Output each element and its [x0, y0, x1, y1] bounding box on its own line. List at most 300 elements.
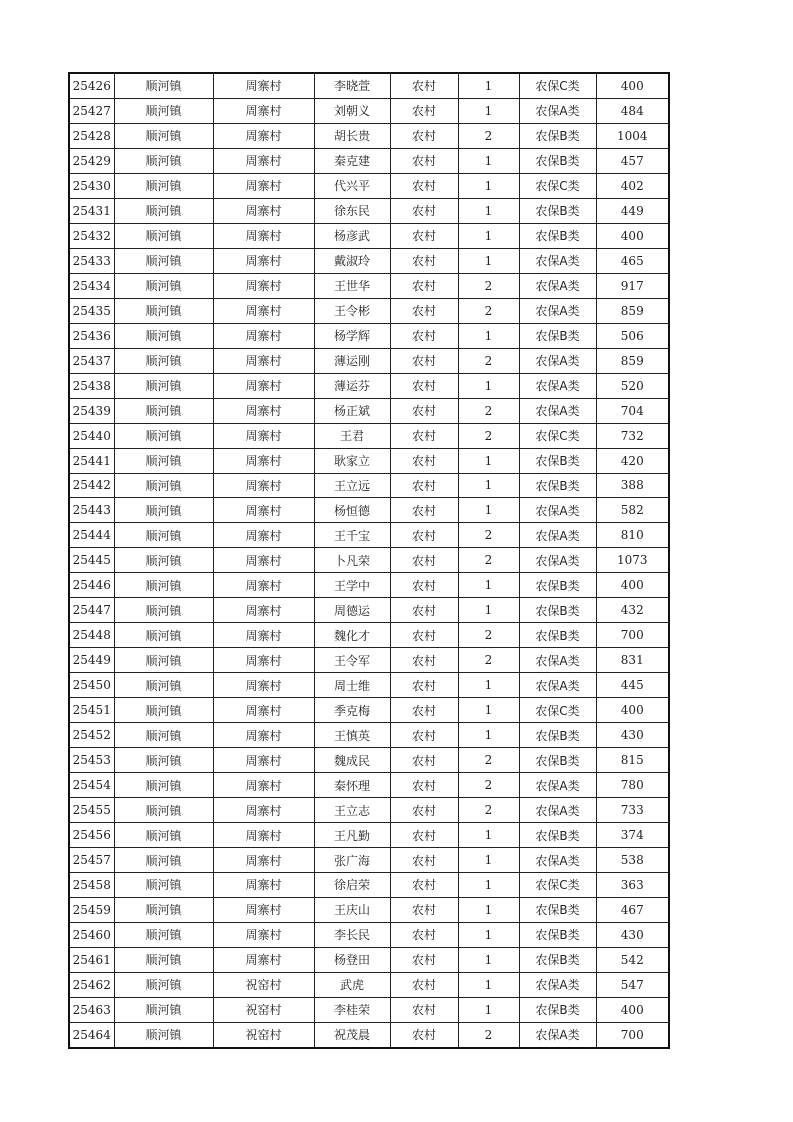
village-cell: 周寨村: [213, 198, 314, 223]
insurance-category-cell: 农保A类: [519, 98, 596, 123]
amount-cell: 917: [596, 273, 669, 298]
table-row: [69, 873, 669, 898]
amount-cell: 400: [596, 997, 669, 1022]
household-type-cell: 农村: [390, 598, 458, 623]
household-type-cell: 农村: [390, 922, 458, 947]
table-row: [69, 123, 669, 148]
amount-cell: 859: [596, 348, 669, 373]
amount-cell: 732: [596, 423, 669, 448]
member-count-cell: 1: [458, 598, 519, 623]
member-count-cell: 2: [458, 273, 519, 298]
member-count-cell: 2: [458, 398, 519, 423]
table-row: [69, 373, 669, 398]
insurance-category-cell: 农保B类: [519, 947, 596, 972]
amount-cell: 831: [596, 648, 669, 673]
amount-cell: 810: [596, 523, 669, 548]
insurance-category-cell: 农保A类: [519, 348, 596, 373]
record-id-cell: 25448: [69, 623, 114, 648]
insurance-category-cell: 农保A类: [519, 648, 596, 673]
insurance-category-cell: 农保A类: [519, 273, 596, 298]
village-cell: 周寨村: [213, 573, 314, 598]
village-cell: 祝窑村: [213, 972, 314, 997]
town-cell: 顺河镇: [114, 748, 213, 773]
town-cell: 顺河镇: [114, 598, 213, 623]
member-count-cell: 1: [458, 323, 519, 348]
town-cell: 顺河镇: [114, 473, 213, 498]
amount-cell: 780: [596, 773, 669, 798]
amount-cell: 430: [596, 922, 669, 947]
member-count-cell: 2: [458, 798, 519, 823]
town-cell: 顺河镇: [114, 148, 213, 173]
insurance-category-cell: 农保A类: [519, 972, 596, 997]
insurance-category-cell: 农保B类: [519, 473, 596, 498]
insurance-category-cell: 农保C类: [519, 73, 596, 98]
record-id-cell: 25463: [69, 997, 114, 1022]
town-cell: 顺河镇: [114, 373, 213, 398]
town-cell: 顺河镇: [114, 723, 213, 748]
village-cell: 祝窑村: [213, 997, 314, 1022]
table-row: [69, 698, 669, 723]
household-type-cell: 农村: [390, 323, 458, 348]
insurance-category-cell: 农保C类: [519, 173, 596, 198]
town-cell: 顺河镇: [114, 423, 213, 448]
village-cell: 周寨村: [213, 523, 314, 548]
town-cell: 顺河镇: [114, 298, 213, 323]
village-cell: 祝窑村: [213, 1022, 314, 1047]
record-id-cell: 25445: [69, 548, 114, 573]
village-cell: 周寨村: [213, 73, 314, 98]
amount-cell: 547: [596, 972, 669, 997]
town-cell: 顺河镇: [114, 1022, 213, 1047]
member-count-cell: 2: [458, 748, 519, 773]
insurance-category-cell: 农保C类: [519, 423, 596, 448]
village-cell: 周寨村: [213, 248, 314, 273]
person-name-cell: 戴淑玲: [314, 248, 390, 273]
table-row: [69, 1022, 669, 1047]
household-type-cell: 农村: [390, 698, 458, 723]
village-cell: 周寨村: [213, 223, 314, 248]
member-count-cell: 1: [458, 248, 519, 273]
town-cell: 顺河镇: [114, 947, 213, 972]
person-name-cell: 卜凡荣: [314, 548, 390, 573]
village-cell: 周寨村: [213, 173, 314, 198]
insurance-category-cell: 农保A类: [519, 848, 596, 873]
town-cell: 顺河镇: [114, 73, 213, 98]
member-count-cell: 1: [458, 823, 519, 848]
amount-cell: 420: [596, 448, 669, 473]
member-count-cell: 1: [458, 848, 519, 873]
person-name-cell: 王世华: [314, 273, 390, 298]
record-id-cell: 25433: [69, 248, 114, 273]
town-cell: 顺河镇: [114, 398, 213, 423]
record-id-cell: 25434: [69, 273, 114, 298]
table-row: [69, 148, 669, 173]
member-count-cell: 2: [458, 523, 519, 548]
household-type-cell: 农村: [390, 248, 458, 273]
insurance-category-cell: 农保B类: [519, 723, 596, 748]
person-name-cell: 杨彦武: [314, 223, 390, 248]
insurance-category-cell: 农保A类: [519, 498, 596, 523]
village-cell: 周寨村: [213, 673, 314, 698]
person-name-cell: 季克梅: [314, 698, 390, 723]
household-type-cell: 农村: [390, 573, 458, 598]
table-row: [69, 623, 669, 648]
amount-cell: 374: [596, 823, 669, 848]
household-type-cell: 农村: [390, 73, 458, 98]
village-cell: 周寨村: [213, 148, 314, 173]
record-id-cell: 25432: [69, 223, 114, 248]
member-count-cell: 2: [458, 1022, 519, 1047]
household-type-cell: 农村: [390, 348, 458, 373]
record-id-cell: 25428: [69, 123, 114, 148]
person-name-cell: 王凡勤: [314, 823, 390, 848]
person-name-cell: 王千宝: [314, 523, 390, 548]
table-row: [69, 198, 669, 223]
insurance-category-cell: 农保A类: [519, 673, 596, 698]
amount-cell: 430: [596, 723, 669, 748]
member-count-cell: 1: [458, 473, 519, 498]
member-count-cell: 2: [458, 298, 519, 323]
person-name-cell: 张广海: [314, 848, 390, 873]
household-type-cell: 农村: [390, 1022, 458, 1047]
table-row: [69, 423, 669, 448]
person-name-cell: 武虎: [314, 972, 390, 997]
household-type-cell: 农村: [390, 523, 458, 548]
person-name-cell: 李长民: [314, 922, 390, 947]
town-cell: 顺河镇: [114, 248, 213, 273]
amount-cell: 538: [596, 848, 669, 873]
record-id-cell: 25462: [69, 972, 114, 997]
amount-cell: 432: [596, 598, 669, 623]
record-id-cell: 25457: [69, 848, 114, 873]
town-cell: 顺河镇: [114, 623, 213, 648]
town-cell: 顺河镇: [114, 848, 213, 873]
member-count-cell: 1: [458, 173, 519, 198]
amount-cell: 1004: [596, 123, 669, 148]
amount-cell: 704: [596, 398, 669, 423]
insurance-category-cell: 农保A类: [519, 373, 596, 398]
table-row: [69, 773, 669, 798]
household-type-cell: 农村: [390, 623, 458, 648]
record-id-cell: 25449: [69, 648, 114, 673]
record-id-cell: 25438: [69, 373, 114, 398]
person-name-cell: 代兴平: [314, 173, 390, 198]
person-name-cell: 王令军: [314, 648, 390, 673]
village-cell: 周寨村: [213, 723, 314, 748]
member-count-cell: 1: [458, 223, 519, 248]
village-cell: 周寨村: [213, 398, 314, 423]
insurance-category-cell: 农保B类: [519, 897, 596, 922]
household-type-cell: 农村: [390, 498, 458, 523]
person-name-cell: 祝茂晨: [314, 1022, 390, 1047]
amount-cell: 400: [596, 73, 669, 98]
record-id-cell: 25426: [69, 73, 114, 98]
record-id-cell: 25459: [69, 897, 114, 922]
insurance-category-cell: 农保A类: [519, 248, 596, 273]
amount-cell: 815: [596, 748, 669, 773]
town-cell: 顺河镇: [114, 448, 213, 473]
village-cell: 周寨村: [213, 448, 314, 473]
record-id-cell: 25443: [69, 498, 114, 523]
member-count-cell: 1: [458, 673, 519, 698]
table-row: [69, 748, 669, 773]
town-cell: 顺河镇: [114, 648, 213, 673]
person-name-cell: 薄运芬: [314, 373, 390, 398]
amount-cell: 506: [596, 323, 669, 348]
table-row: [69, 323, 669, 348]
person-name-cell: 胡长贵: [314, 123, 390, 148]
town-cell: 顺河镇: [114, 673, 213, 698]
insurance-category-cell: 农保B类: [519, 448, 596, 473]
village-cell: 周寨村: [213, 848, 314, 873]
table-row: [69, 848, 669, 873]
village-cell: 周寨村: [213, 773, 314, 798]
village-cell: 周寨村: [213, 623, 314, 648]
household-type-cell: 农村: [390, 823, 458, 848]
member-count-cell: 2: [458, 773, 519, 798]
household-type-cell: 农村: [390, 198, 458, 223]
record-id-cell: 25455: [69, 798, 114, 823]
insurance-category-cell: 农保A类: [519, 548, 596, 573]
person-name-cell: 周士维: [314, 673, 390, 698]
household-type-cell: 农村: [390, 273, 458, 298]
household-type-cell: 农村: [390, 972, 458, 997]
person-name-cell: 周德运: [314, 598, 390, 623]
record-id-cell: 25451: [69, 698, 114, 723]
insurance-category-cell: 农保C类: [519, 873, 596, 898]
insurance-category-cell: 农保B类: [519, 323, 596, 348]
amount-cell: 467: [596, 897, 669, 922]
person-name-cell: 李桂荣: [314, 997, 390, 1022]
person-name-cell: 杨学辉: [314, 323, 390, 348]
person-name-cell: 杨恒德: [314, 498, 390, 523]
table-row: [69, 548, 669, 573]
household-type-cell: 农村: [390, 473, 458, 498]
amount-cell: 733: [596, 798, 669, 823]
village-cell: 周寨村: [213, 498, 314, 523]
person-name-cell: 王立远: [314, 473, 390, 498]
household-type-cell: 农村: [390, 223, 458, 248]
person-name-cell: 王令彬: [314, 298, 390, 323]
member-count-cell: 1: [458, 448, 519, 473]
member-count-cell: 1: [458, 873, 519, 898]
record-id-cell: 25439: [69, 398, 114, 423]
amount-cell: 700: [596, 623, 669, 648]
town-cell: 顺河镇: [114, 348, 213, 373]
member-count-cell: 1: [458, 723, 519, 748]
household-type-cell: 农村: [390, 798, 458, 823]
amount-cell: 400: [596, 223, 669, 248]
table-row: [69, 723, 669, 748]
insurance-category-cell: 农保B类: [519, 748, 596, 773]
member-count-cell: 1: [458, 947, 519, 972]
record-id-cell: 25427: [69, 98, 114, 123]
record-id-cell: 25461: [69, 947, 114, 972]
member-count-cell: 1: [458, 698, 519, 723]
record-id-cell: 25430: [69, 173, 114, 198]
table-row: [69, 947, 669, 972]
household-type-cell: 农村: [390, 897, 458, 922]
member-count-cell: 1: [458, 573, 519, 598]
town-cell: 顺河镇: [114, 972, 213, 997]
household-type-cell: 农村: [390, 148, 458, 173]
village-cell: 周寨村: [213, 423, 314, 448]
household-type-cell: 农村: [390, 748, 458, 773]
household-type-cell: 农村: [390, 98, 458, 123]
person-name-cell: 王庆山: [314, 897, 390, 922]
record-id-cell: 25452: [69, 723, 114, 748]
town-cell: 顺河镇: [114, 523, 213, 548]
amount-cell: 363: [596, 873, 669, 898]
town-cell: 顺河镇: [114, 173, 213, 198]
table-row: [69, 798, 669, 823]
household-type-cell: 农村: [390, 298, 458, 323]
amount-cell: 582: [596, 498, 669, 523]
member-count-cell: 2: [458, 548, 519, 573]
household-type-cell: 农村: [390, 173, 458, 198]
member-count-cell: 1: [458, 897, 519, 922]
record-id-cell: 25436: [69, 323, 114, 348]
insurance-category-cell: 农保B类: [519, 823, 596, 848]
person-name-cell: 杨正斌: [314, 398, 390, 423]
member-count-cell: 2: [458, 423, 519, 448]
town-cell: 顺河镇: [114, 223, 213, 248]
member-count-cell: 1: [458, 198, 519, 223]
village-cell: 周寨村: [213, 323, 314, 348]
town-cell: 顺河镇: [114, 548, 213, 573]
person-name-cell: 徐东民: [314, 198, 390, 223]
record-id-cell: 25437: [69, 348, 114, 373]
village-cell: 周寨村: [213, 798, 314, 823]
insurance-category-cell: 农保B类: [519, 922, 596, 947]
town-cell: 顺河镇: [114, 198, 213, 223]
person-name-cell: 耿家立: [314, 448, 390, 473]
table-row: [69, 73, 669, 98]
member-count-cell: 1: [458, 922, 519, 947]
household-type-cell: 农村: [390, 723, 458, 748]
amount-cell: 859: [596, 298, 669, 323]
household-type-cell: 农村: [390, 873, 458, 898]
amount-cell: 520: [596, 373, 669, 398]
town-cell: 顺河镇: [114, 98, 213, 123]
record-id-cell: 25440: [69, 423, 114, 448]
record-id-cell: 25444: [69, 523, 114, 548]
record-id-cell: 25429: [69, 148, 114, 173]
person-name-cell: 李晓萱: [314, 73, 390, 98]
data-table: [68, 72, 670, 1049]
town-cell: 顺河镇: [114, 773, 213, 798]
table-row: [69, 922, 669, 947]
village-cell: 周寨村: [213, 748, 314, 773]
household-type-cell: 农村: [390, 373, 458, 398]
record-id-cell: 25464: [69, 1022, 114, 1047]
insurance-category-cell: 农保A类: [519, 398, 596, 423]
member-count-cell: 1: [458, 373, 519, 398]
record-id-cell: 25447: [69, 598, 114, 623]
household-type-cell: 农村: [390, 448, 458, 473]
record-id-cell: 25453: [69, 748, 114, 773]
table-body: [69, 73, 669, 1048]
town-cell: 顺河镇: [114, 873, 213, 898]
member-count-cell: 2: [458, 123, 519, 148]
insurance-category-cell: 农保A类: [519, 298, 596, 323]
household-type-cell: 农村: [390, 548, 458, 573]
person-name-cell: 秦怀理: [314, 773, 390, 798]
village-cell: 周寨村: [213, 273, 314, 298]
table-row: [69, 523, 669, 548]
village-cell: 周寨村: [213, 648, 314, 673]
amount-cell: 457: [596, 148, 669, 173]
amount-cell: 402: [596, 173, 669, 198]
member-count-cell: 1: [458, 997, 519, 1022]
table-row: [69, 823, 669, 848]
amount-cell: 1073: [596, 548, 669, 573]
member-count-cell: 2: [458, 348, 519, 373]
insurance-category-cell: 农保B类: [519, 148, 596, 173]
amount-cell: 484: [596, 98, 669, 123]
household-type-cell: 农村: [390, 123, 458, 148]
person-name-cell: 王学中: [314, 573, 390, 598]
amount-cell: 449: [596, 198, 669, 223]
table-row: [69, 248, 669, 273]
household-type-cell: 农村: [390, 673, 458, 698]
town-cell: 顺河镇: [114, 273, 213, 298]
household-type-cell: 农村: [390, 947, 458, 972]
household-type-cell: 农村: [390, 848, 458, 873]
insurance-category-cell: 农保A类: [519, 773, 596, 798]
person-name-cell: 魏成民: [314, 748, 390, 773]
insurance-category-cell: 农保B类: [519, 198, 596, 223]
amount-cell: 465: [596, 248, 669, 273]
amount-cell: 388: [596, 473, 669, 498]
insurance-category-cell: 农保A类: [519, 798, 596, 823]
town-cell: 顺河镇: [114, 573, 213, 598]
record-id-cell: 25458: [69, 873, 114, 898]
person-name-cell: 王君: [314, 423, 390, 448]
town-cell: 顺河镇: [114, 897, 213, 922]
village-cell: 周寨村: [213, 123, 314, 148]
amount-cell: 445: [596, 673, 669, 698]
table-row: [69, 498, 669, 523]
record-id-cell: 25446: [69, 573, 114, 598]
table-row: [69, 598, 669, 623]
village-cell: 周寨村: [213, 922, 314, 947]
table-row: [69, 648, 669, 673]
town-cell: 顺河镇: [114, 922, 213, 947]
record-id-cell: 25441: [69, 448, 114, 473]
table-row: [69, 223, 669, 248]
member-count-cell: 2: [458, 623, 519, 648]
village-cell: 周寨村: [213, 548, 314, 573]
village-cell: 周寨村: [213, 473, 314, 498]
table-row: [69, 398, 669, 423]
member-count-cell: 1: [458, 148, 519, 173]
record-id-cell: 25460: [69, 922, 114, 947]
table-row: [69, 473, 669, 498]
amount-cell: 400: [596, 573, 669, 598]
town-cell: 顺河镇: [114, 323, 213, 348]
village-cell: 周寨村: [213, 373, 314, 398]
town-cell: 顺河镇: [114, 823, 213, 848]
table-row: [69, 348, 669, 373]
household-type-cell: 农村: [390, 423, 458, 448]
table-row: [69, 298, 669, 323]
member-count-cell: 2: [458, 648, 519, 673]
table-row: [69, 448, 669, 473]
table-row: [69, 997, 669, 1022]
town-cell: 顺河镇: [114, 798, 213, 823]
village-cell: 周寨村: [213, 298, 314, 323]
